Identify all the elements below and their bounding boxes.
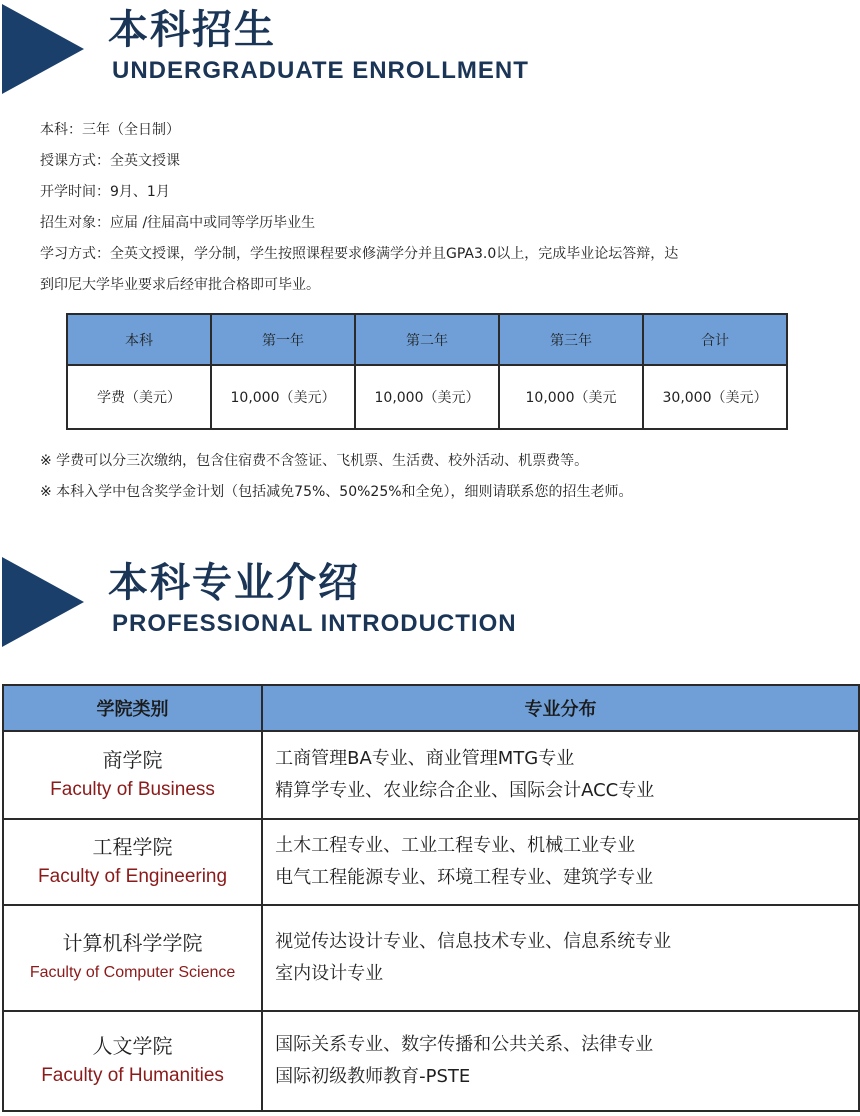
- enrollment-title-cn: 本科招生: [108, 7, 276, 53]
- majors-cell: [262, 819, 859, 905]
- info-line: 本科：三年（全日制）: [40, 122, 180, 138]
- table-cell: 10,000（美元: [499, 365, 643, 429]
- table-header-cell: 合计: [643, 314, 787, 365]
- table-row: [3, 819, 859, 905]
- info-line: 开学时间：9月、1月: [40, 184, 170, 200]
- college-name-en: Faculty of Humanities: [41, 1065, 224, 1086]
- major-line: 电气工程能源专业、环境工程专业、建筑学专业: [275, 867, 654, 888]
- table-row: [3, 731, 859, 819]
- college-name-cn: 人文学院: [92, 1034, 173, 1058]
- college-name-en: Faculty of Business: [50, 779, 215, 800]
- tuition-table: [66, 313, 788, 430]
- note-line: ※ 学费可以分三次缴纳，包含住宿费不含签证、飞机票、生活费、校外活动、机票费等。: [40, 453, 589, 469]
- table-row: [3, 1011, 859, 1111]
- majors-cell: [262, 731, 859, 819]
- major-line: 室内设计专业: [275, 963, 384, 984]
- college-cell: [3, 731, 262, 819]
- major-line: 精算学专业、农业综合企业、国际会计ACC专业: [275, 780, 655, 801]
- enrollment-title-en: UNDERGRADUATE ENROLLMENT: [112, 57, 529, 84]
- major-line: 土木工程专业、工业工程专业、机械工业专业: [275, 835, 636, 856]
- major-line: 工商管理BA专业、商业管理MTG专业: [275, 748, 575, 769]
- table-header-row: [67, 314, 787, 365]
- college-name-en: Faculty of Engineering: [38, 866, 228, 887]
- college-name-cn: 计算机科学学院: [62, 931, 203, 955]
- majors-title-cn: 本科专业介绍: [108, 560, 360, 606]
- info-line: 到印尼大学毕业要求后经审批合格即可毕业。: [40, 277, 320, 293]
- major-line: 国际初级教师教育-PSTE: [275, 1066, 471, 1087]
- college-cell: [3, 819, 262, 905]
- tuition-notes: [40, 446, 840, 508]
- majors-title-en: PROFESSIONAL INTRODUCTION: [112, 610, 517, 637]
- triangle-icon: [2, 4, 84, 94]
- college-name-cn: 商学院: [102, 748, 163, 772]
- major-line: 视觉传达设计专业、信息技术专业、信息系统专业: [275, 931, 672, 952]
- table-cell: 10,000（美元）: [211, 365, 355, 429]
- table-header-cell: 第三年: [499, 314, 643, 365]
- table-header-cell: 第二年: [355, 314, 499, 365]
- info-line: 学习方式：全英文授课，学分制，学生按照课程要求修满学分并且GPA3.0以上，完成毕业论坛答辩，达: [40, 246, 679, 262]
- table-cell: 10,000（美元）: [355, 365, 499, 429]
- info-line: 授课方式：全英文授课: [40, 153, 180, 169]
- table-row: [3, 905, 859, 1011]
- college-name-en: Faculty of Computer Science: [29, 964, 236, 981]
- enrollment-info: [40, 115, 840, 301]
- majors-cell: [262, 1011, 859, 1111]
- major-line: 国际关系专业、数字传播和公共关系、法律专业: [275, 1034, 654, 1055]
- table-cell: 30,000（美元）: [643, 365, 787, 429]
- table-row: [67, 365, 787, 429]
- triangle-icon: [2, 557, 84, 647]
- table-cell: 学费（美元）: [67, 365, 211, 429]
- majors-cell: [262, 905, 859, 1011]
- table-header-cell: 学院类别: [3, 685, 262, 731]
- table-header-cell: 第一年: [211, 314, 355, 365]
- note-line: ※ 本科入学中包含奖学金计划（包括减免75%、50%25%和全免），细则请联系您的招生老师。: [40, 484, 633, 500]
- table-header-row: [3, 685, 859, 731]
- majors-table: [2, 684, 860, 1112]
- info-line: 招生对象：应届 /往届高中或同等学历毕业生: [40, 215, 316, 231]
- college-cell: [3, 1011, 262, 1111]
- table-header-cell: 专业分布: [262, 685, 859, 731]
- table-header-cell: 本科: [67, 314, 211, 365]
- college-cell: [3, 905, 262, 1011]
- college-name-cn: 工程学院: [92, 835, 173, 859]
